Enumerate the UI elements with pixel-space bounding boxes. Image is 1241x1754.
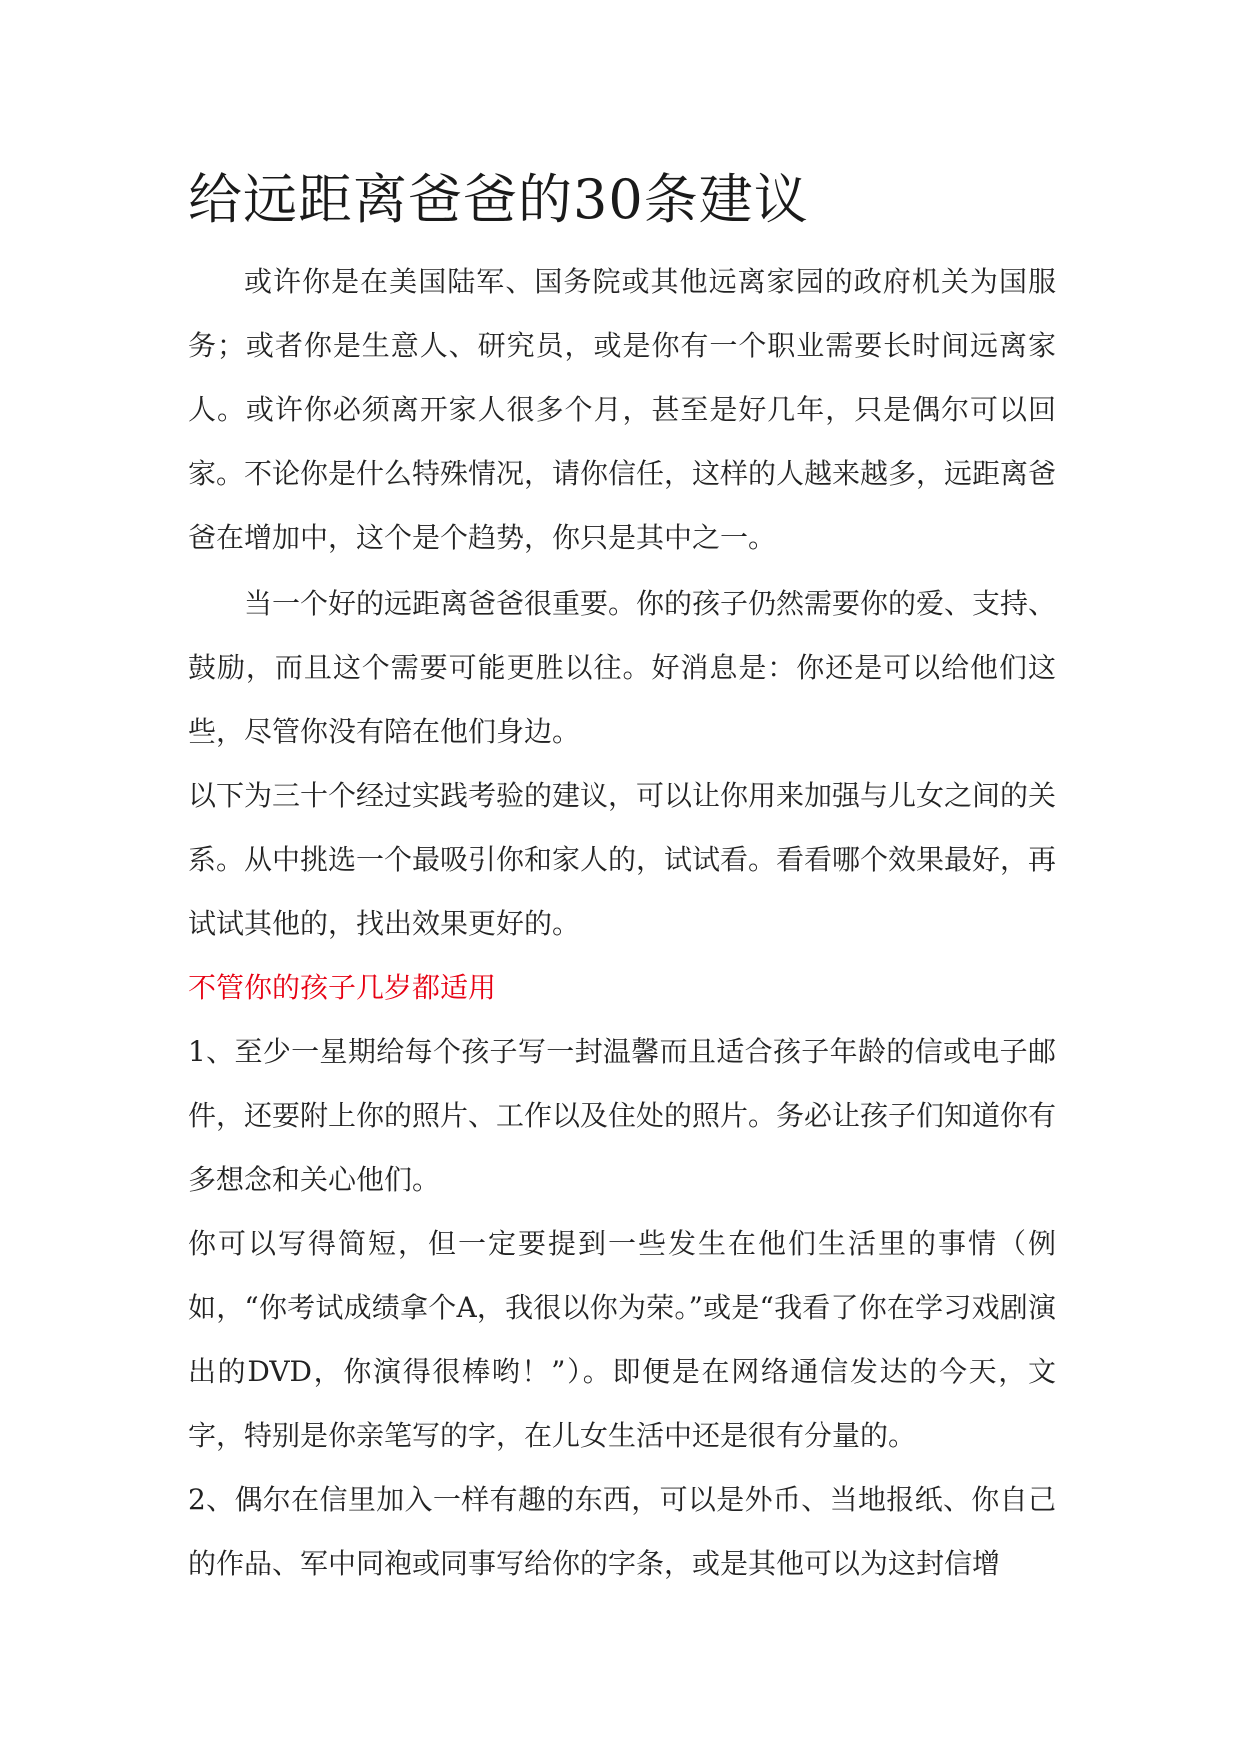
suggestion-2: 2、偶尔在信里加入一样有趣的东西，可以是外币、当地报纸、你自己的作品、军中同袍或同事写给你的字条，或是其他可以为这封信增 xyxy=(188,1483,1056,1580)
document-title: 给远距离爸爸的30条建议 xyxy=(188,168,809,231)
intro-paragraph-2: 当一个好的远距离爸爸很重要。你的孩子仍然需要你的爱、支持、鼓励，而且这个需要可能更胜以往。好消息是：你还是可以给他们这些，尽管你没有陪在他们身边。 xyxy=(188,587,1057,748)
section-heading: 不管你的孩子几岁都适用 xyxy=(188,971,497,1004)
intro-paragraph-1: 或许你是在美国陆军、国务院或其他远离家园的政府机关为国服务；或者你是生意人、研究员，或是你有一个职业需要长时间远离家人。或许你必须离开家人很多个月，甚至是好几年，只是偶尔可以回家。不论你是什么特殊情况，请你信任，这样的人越来越多，远距离爸爸在增加中，这个是个趋势，你只是其中之一。 xyxy=(188,265,1057,554)
suggestion-1-detail: 你可以写得简短，但一定要提到一些发生在他们生活里的事情（例如，“你考试成绩拿个A，我很以你为荣。”或是“我看了你在学习戏剧演出的DVD，你演得很棒哟！”）。即便是在网络通信发达的今天，文字，特别是你亲笔写的字，在儿女生活中还是很有分量的。 xyxy=(188,1227,1056,1452)
intro-paragraph-3: 以下为三十个经过实践考验的建议，可以让你用来加强与儿女之间的关系。从中挑选一个最吸引你和家人的，试试看。看看哪个效果最好，再试试其他的，找出效果更好的。 xyxy=(188,779,1057,940)
suggestion-1: 1、至少一星期给每个孩子写一封温馨而且适合孩子年龄的信或电子邮件，还要附上你的照片、工作以及住处的照片。务必让孩子们知道你有多想念和关心他们。 xyxy=(188,1035,1057,1196)
document-body xyxy=(188,162,1056,1596)
